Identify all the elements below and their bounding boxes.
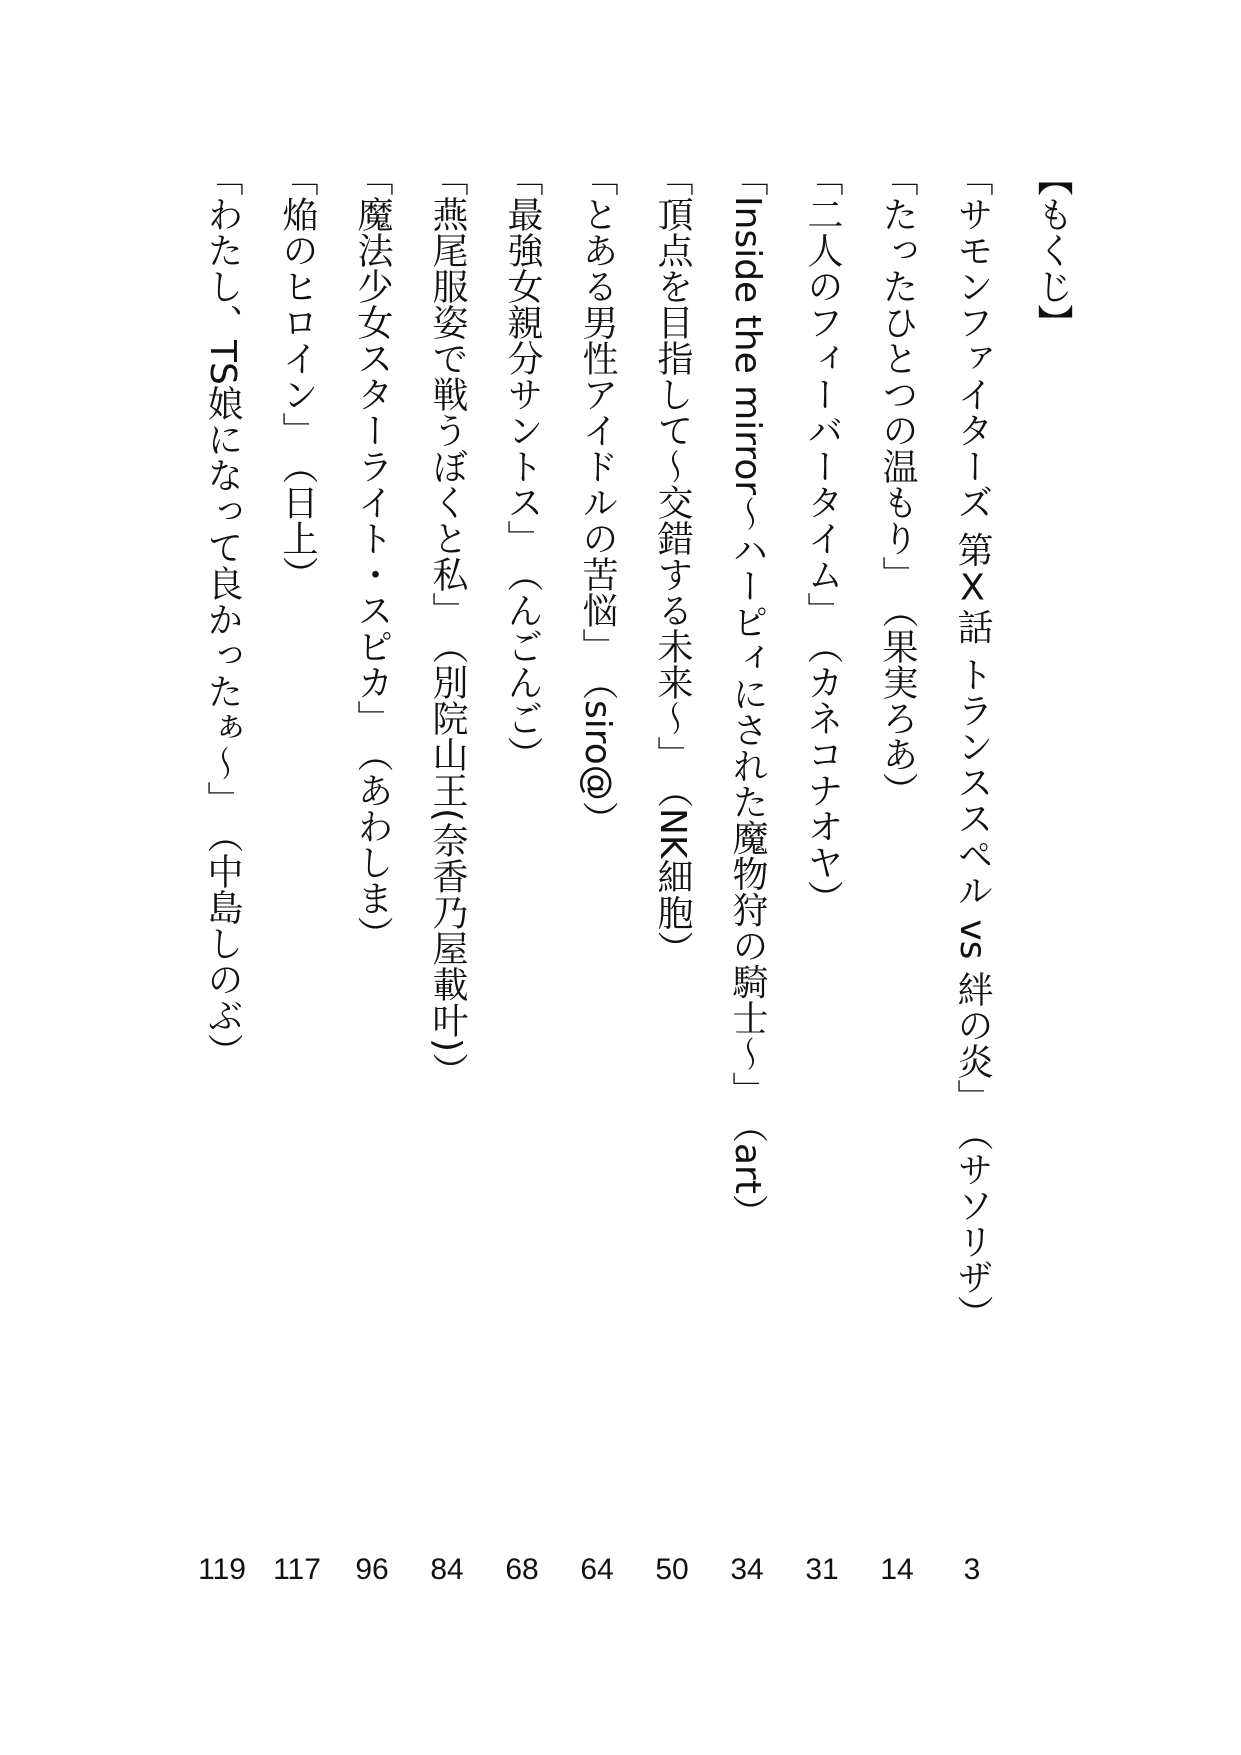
toc-heading: 【もくじ】 [1032,160,1073,340]
entry-page-number: 31 [805,1553,839,1586]
entry-title: 「たったひとつの温もり」 [877,160,918,592]
entry-title: 「わたし、TS娘になって良かったぁ～」 [202,160,243,817]
toc-entry [867,160,927,1600]
entry-page-number: 14 [880,1553,914,1586]
entry-page-number: 50 [655,1553,689,1586]
entry-page-number: 68 [505,1553,539,1586]
entry-title: 「頂点を目指して～交錯する未来～」 [652,160,693,772]
entry-author: （日上） [277,448,318,592]
entry-page-number: 3 [963,1553,981,1586]
entry-author: （別院山王(奈香乃屋載叶)） [427,628,468,1089]
entry-author: （果実ろあ） [877,592,918,808]
entry-page-number: 117 [273,1553,321,1586]
entry-title: 「二人のフィーバータイム」 [802,160,843,628]
entry-title: 「サモンファイターズ 第Ⅹ話 トランススペル vs 絆の炎」 [952,160,993,1115]
entry-title: 「燕尾服姿で戦うぼくと私」 [427,160,468,628]
entry-title: 「最強女親分サントス」 [502,160,543,556]
entry-page-number: 84 [430,1553,464,1586]
entry-author: （んごんご） [502,556,543,772]
entry-author: （NK細胞） [652,772,693,967]
entry-author: （あわしま） [352,736,393,952]
entry-title: 「Inside the mirror～ハーピィにされた魔物狩の騎士～」 [727,160,768,1108]
entry-author: （中島しのぶ） [202,816,243,1069]
entry-author: （カネコナオヤ） [802,628,843,916]
toc-entry [267,160,327,1600]
entry-title: 「とある男性アイドルの苦悩」 [577,160,618,664]
entry-author: （art） [727,1107,768,1231]
toc-entry [492,160,552,1600]
entry-page-number: 64 [580,1553,614,1586]
toc-entry [342,160,402,1600]
toc-entry [717,160,777,1600]
entry-page-number: 34 [730,1553,764,1586]
toc-entry [942,160,1002,1600]
entry-title: 「魔法少女スターライト・スピカ」 [352,160,393,736]
entry-page-number: 96 [355,1553,389,1586]
toc-entry [417,160,477,1600]
entry-title: 「焔のヒロイン」 [277,160,318,448]
entry-author: （siro@） [577,664,618,837]
toc-entry [792,160,852,1600]
toc-entry [192,160,252,1600]
entry-author: （サソリザ） [952,1114,993,1331]
entry-page-number: 119 [198,1553,246,1586]
toc-entry [642,160,702,1600]
toc-entry [567,160,627,1600]
